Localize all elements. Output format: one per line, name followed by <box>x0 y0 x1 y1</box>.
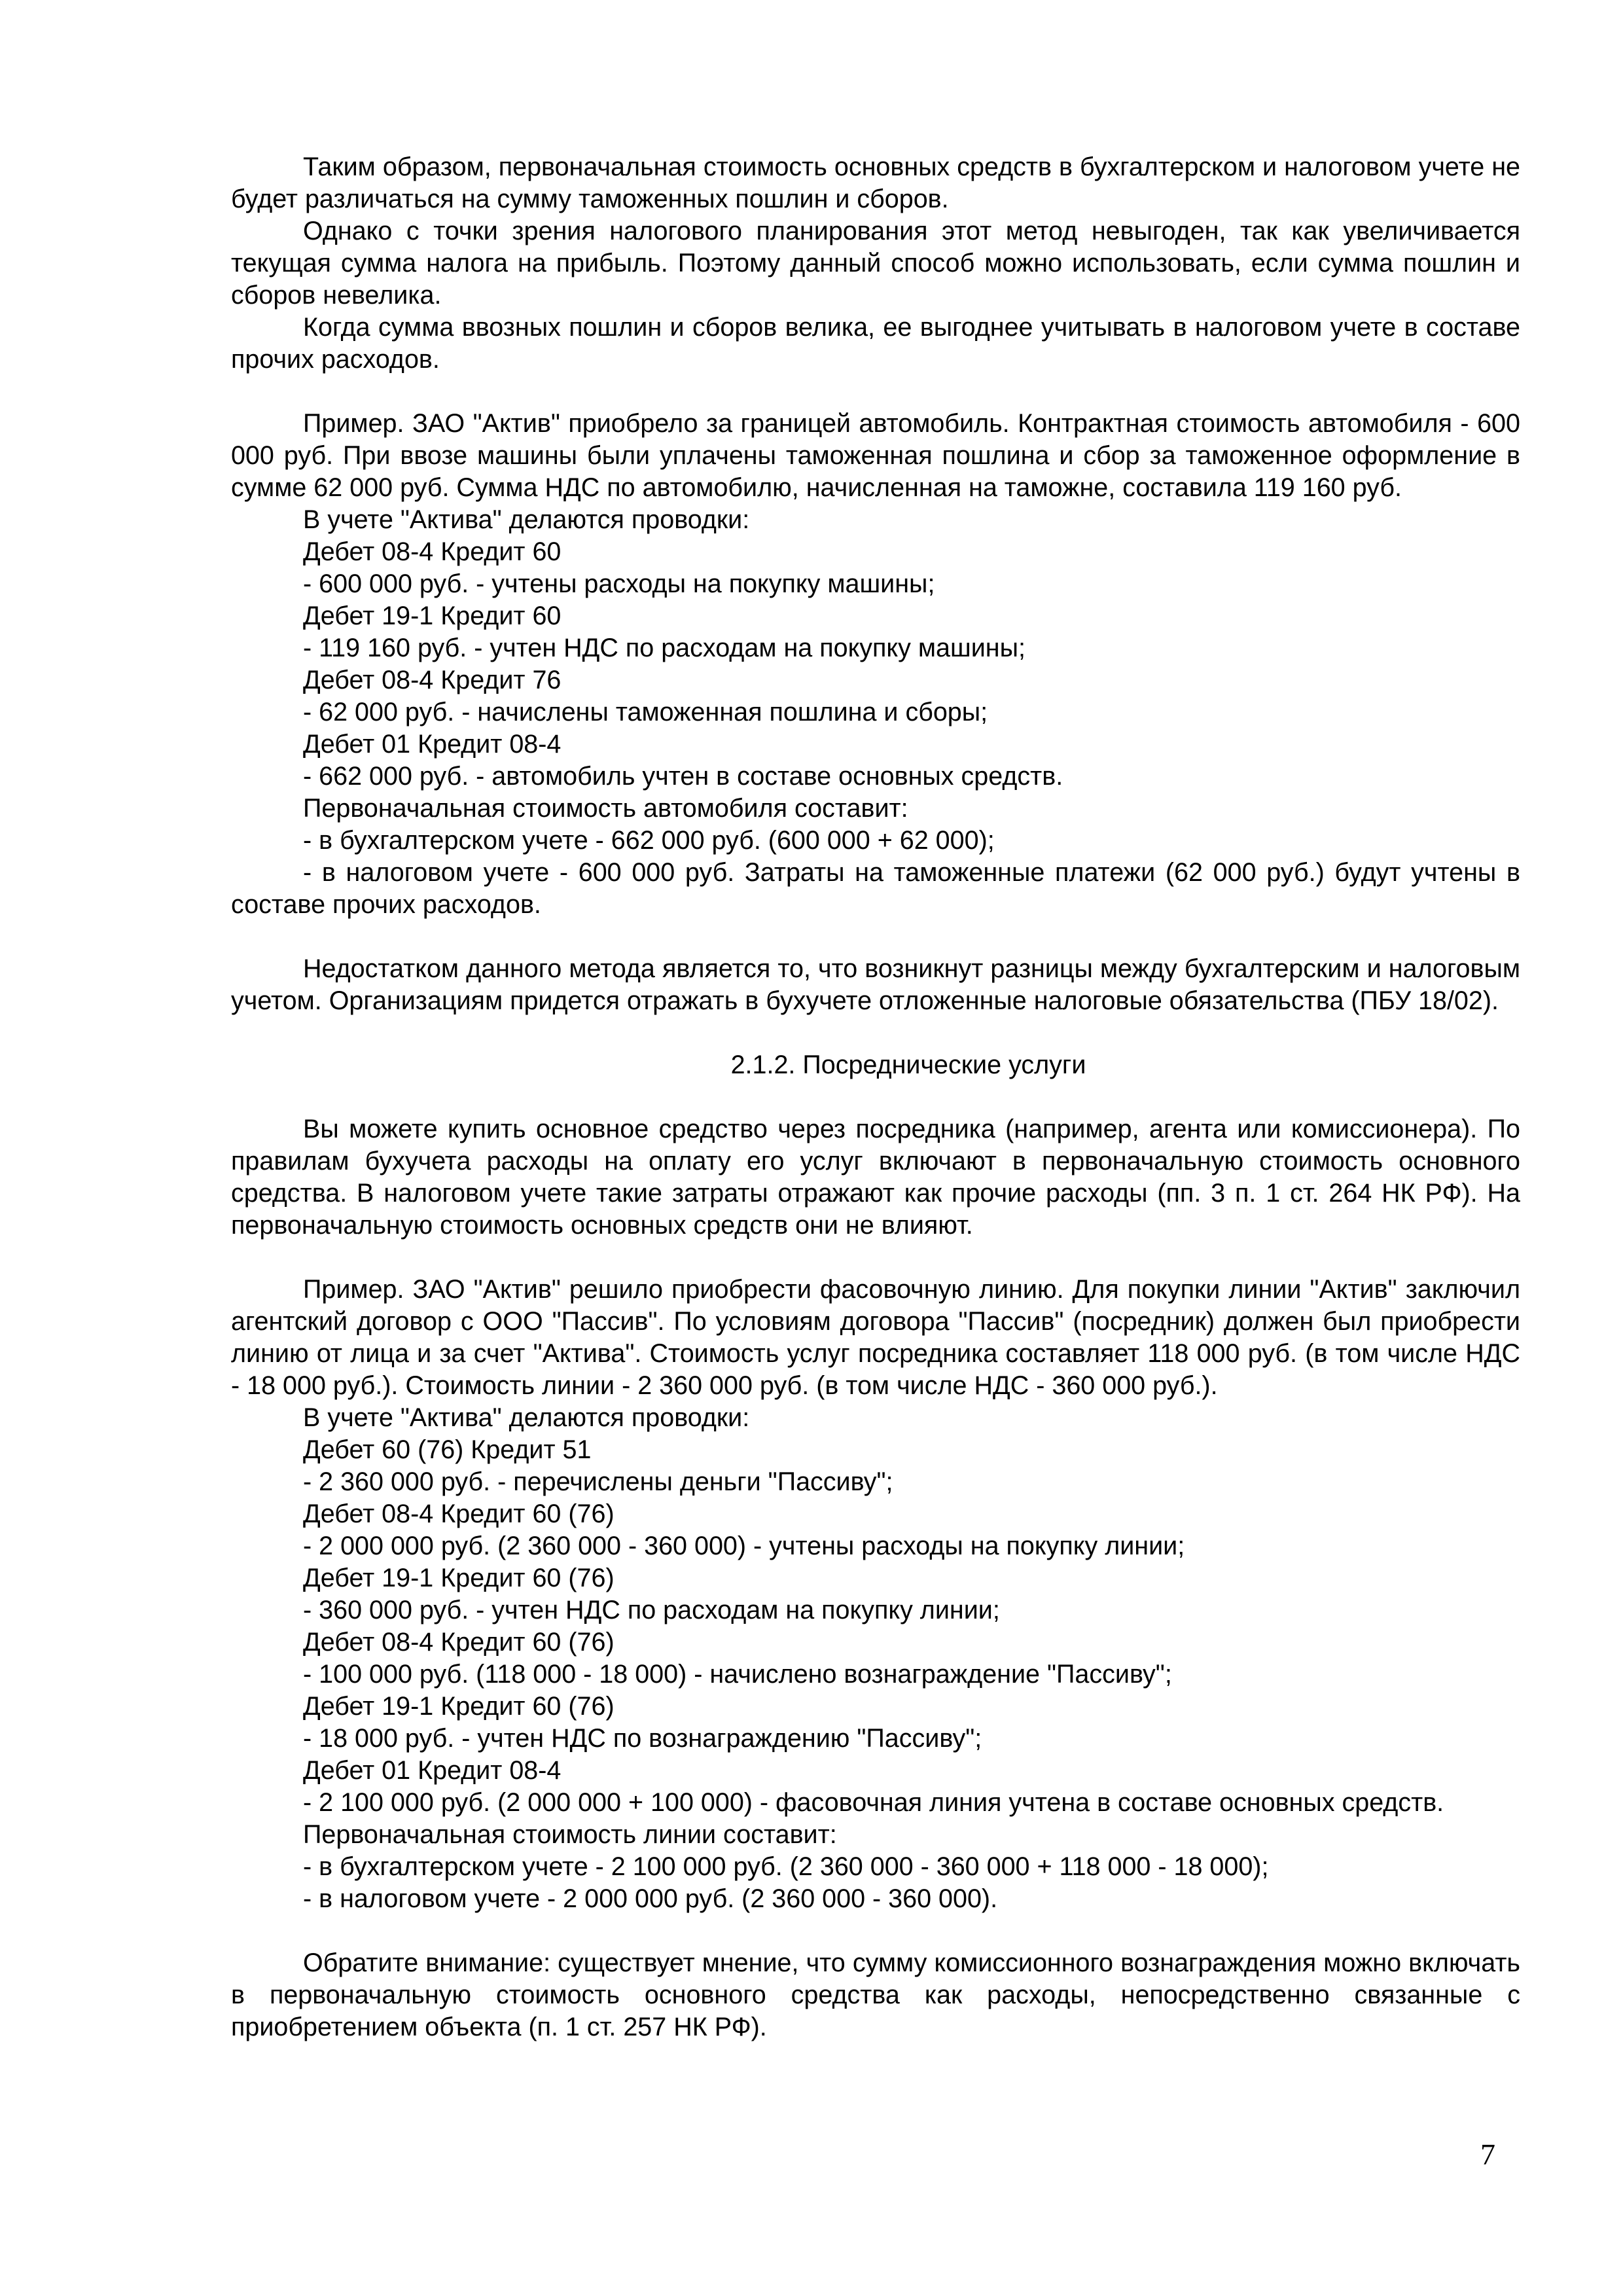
posting-line: - в налоговом учете - 2 000 000 руб. (2 360 000 - 360 000). <box>303 1884 998 1913</box>
posting-line-wrapped: - в налоговом учете - 600 000 руб. Затраты на таможенные платежи (62 000 руб.) будут учтены в составе прочих расходов. <box>231 858 1520 919</box>
posting-line: - 62 000 руб. - начислены таможенная пошлина и сборы; <box>303 698 988 726</box>
paragraph-gap <box>231 376 1520 408</box>
posting-line: Дебет 08-4 Кредит 60 <box>303 537 562 566</box>
posting-line: - в бухгалтерском учете - 2 100 000 руб. (2 360 000 - 360 000 + 118 000 - 18 000); <box>303 1852 1269 1881</box>
paragraph-gap <box>231 1017 1520 1049</box>
paragraph: Обратите внимание: существует мнение, что сумму комиссионного вознаграждения можно включать в первоначальную стоимость основного средства как расходы, непосредственно связанные с приобретением объекта (п. 1 ст. 257 НК РФ). <box>231 1948 1520 2041</box>
posting-line: - 18 000 руб. - учтен НДС по вознаграждению "Пассиву"; <box>303 1724 982 1753</box>
posting-line: Дебет 19-1 Кредит 60 (76) <box>303 1692 615 1721</box>
paragraph: Таким образом, первоначальная стоимость основных средств в бухгалтерском и налоговом учете не будет различаться на сумму таможенных пошлин и сборов. <box>231 152 1520 213</box>
posting-line: Дебет 60 (76) Кредит 51 <box>303 1435 592 1464</box>
posting-line: - в бухгалтерском учете - 662 000 руб. (600 000 + 62 000); <box>303 826 995 855</box>
posting-line-wrapped: - 2 100 000 руб. (2 000 000 + 100 000) - фасовочная линия учтена в составе основных средств. <box>303 1788 1444 1817</box>
posting-line: Первоначальная стоимость автомобиля составит: <box>303 794 908 823</box>
posting-line: - 119 160 руб. - учтен НДС по расходам на покупку машины; <box>303 634 1026 662</box>
document-page <box>231 151 1520 2043</box>
posting-line: - 662 000 руб. - автомобиль учтен в составе основных средств. <box>303 762 1063 791</box>
posting-line: Дебет 19-1 Кредит 60 <box>303 601 562 630</box>
posting-line: - 2 000 000 руб. (2 360 000 - 360 000) - учтены расходы на покупку линии; <box>303 1532 1185 1560</box>
posting-line: - 100 000 руб. (118 000 - 18 000) - начислено вознаграждение "Пассиву"; <box>303 1660 1172 1689</box>
posting-line: - 600 000 руб. - учтены расходы на покупку машины; <box>303 569 935 598</box>
example-paragraph: Пример. ЗАО "Актив" решило приобрести фасовочную линию. Для покупки линии "Актив" заключил агентский договор с ООО "Пассив". По условиям договора "Пассив" (посредник) должен был приобрести линию от лица и за счет "Актива". Стоимость услуг посредника составляет 118 000 руб. (в том числе НДС - 18 000 руб.). Стоимость линии - 2 360 000 руб. (в том числе НДС - 360 000 руб.). <box>231 1275 1520 1400</box>
page-number: 7 <box>1480 2138 1495 2171</box>
posting-line: Дебет 19-1 Кредит 60 (76) <box>303 1564 615 1592</box>
posting-line: Дебет 08-4 Кредит 60 (76) <box>303 1628 615 1657</box>
posting-line: В учете "Актива" делаются проводки: <box>303 1403 750 1432</box>
paragraph: Когда сумма ввозных пошлин и сборов велика, ее выгоднее учитывать в налоговом учете в составе прочих расходов. <box>231 313 1520 374</box>
section-heading: 2.1.2. Посреднические услуги <box>730 1050 1086 1079</box>
posting-line: В учете "Актива" делаются проводки: <box>303 505 750 534</box>
posting-line: - 2 360 000 руб. - перечислены деньги "Пассиву"; <box>303 1467 893 1496</box>
paragraph: Недостатком данного метода является то, что возникнут разницы между бухгалтерским и налоговым учетом. Организациям придется отражать в бухучете отложенные налоговые обязательства (ПБУ 18/02). <box>231 954 1520 1015</box>
posting-line: Дебет 08-4 Кредит 76 <box>303 666 562 694</box>
paragraph-gap <box>231 921 1520 953</box>
paragraph: Однако с точки зрения налогового планирования этот метод невыгоден, так как увеличивается текущая сумма налога на прибыль. Поэтому данный способ можно использовать, если сумма пошлин и сборов невелика. <box>231 217 1520 310</box>
posting-line: Первоначальная стоимость линии составит: <box>303 1820 837 1849</box>
paragraph-gap <box>231 1915 1520 1947</box>
posting-line: Дебет 08-4 Кредит 60 (76) <box>303 1499 615 1528</box>
posting-line: - 360 000 руб. - учтен НДС по расходам на покупку линии; <box>303 1596 1000 1624</box>
example-paragraph: Пример. ЗАО "Актив" приобрело за границей автомобиль. Контрактная стоимость автомобиля - 600 000 руб. При ввозе машины были уплачены таможенная пошлина и сбор за таможенное оформление в сумме 62 000 руб. Сумма НДС по автомобилю, начисленная на таможне, составила 119 160 руб. <box>231 409 1520 502</box>
posting-line: Дебет 01 Кредит 08-4 <box>303 1756 562 1785</box>
paragraph: Вы можете купить основное средство через посредника (например, агента или комиссионера). По правилам бухучета расходы на оплату его услуг включают в первоначальную стоимость основного средства. В налоговом учете такие затраты отражают как прочие расходы (пп. 3 п. 1 ст. 264 НК РФ). На первоначальную стоимость основных средств они не влияют. <box>231 1115 1520 1240</box>
paragraph-gap <box>231 1242 1520 1274</box>
paragraph-gap <box>231 1081 1520 1113</box>
posting-line: Дебет 01 Кредит 08-4 <box>303 730 562 759</box>
